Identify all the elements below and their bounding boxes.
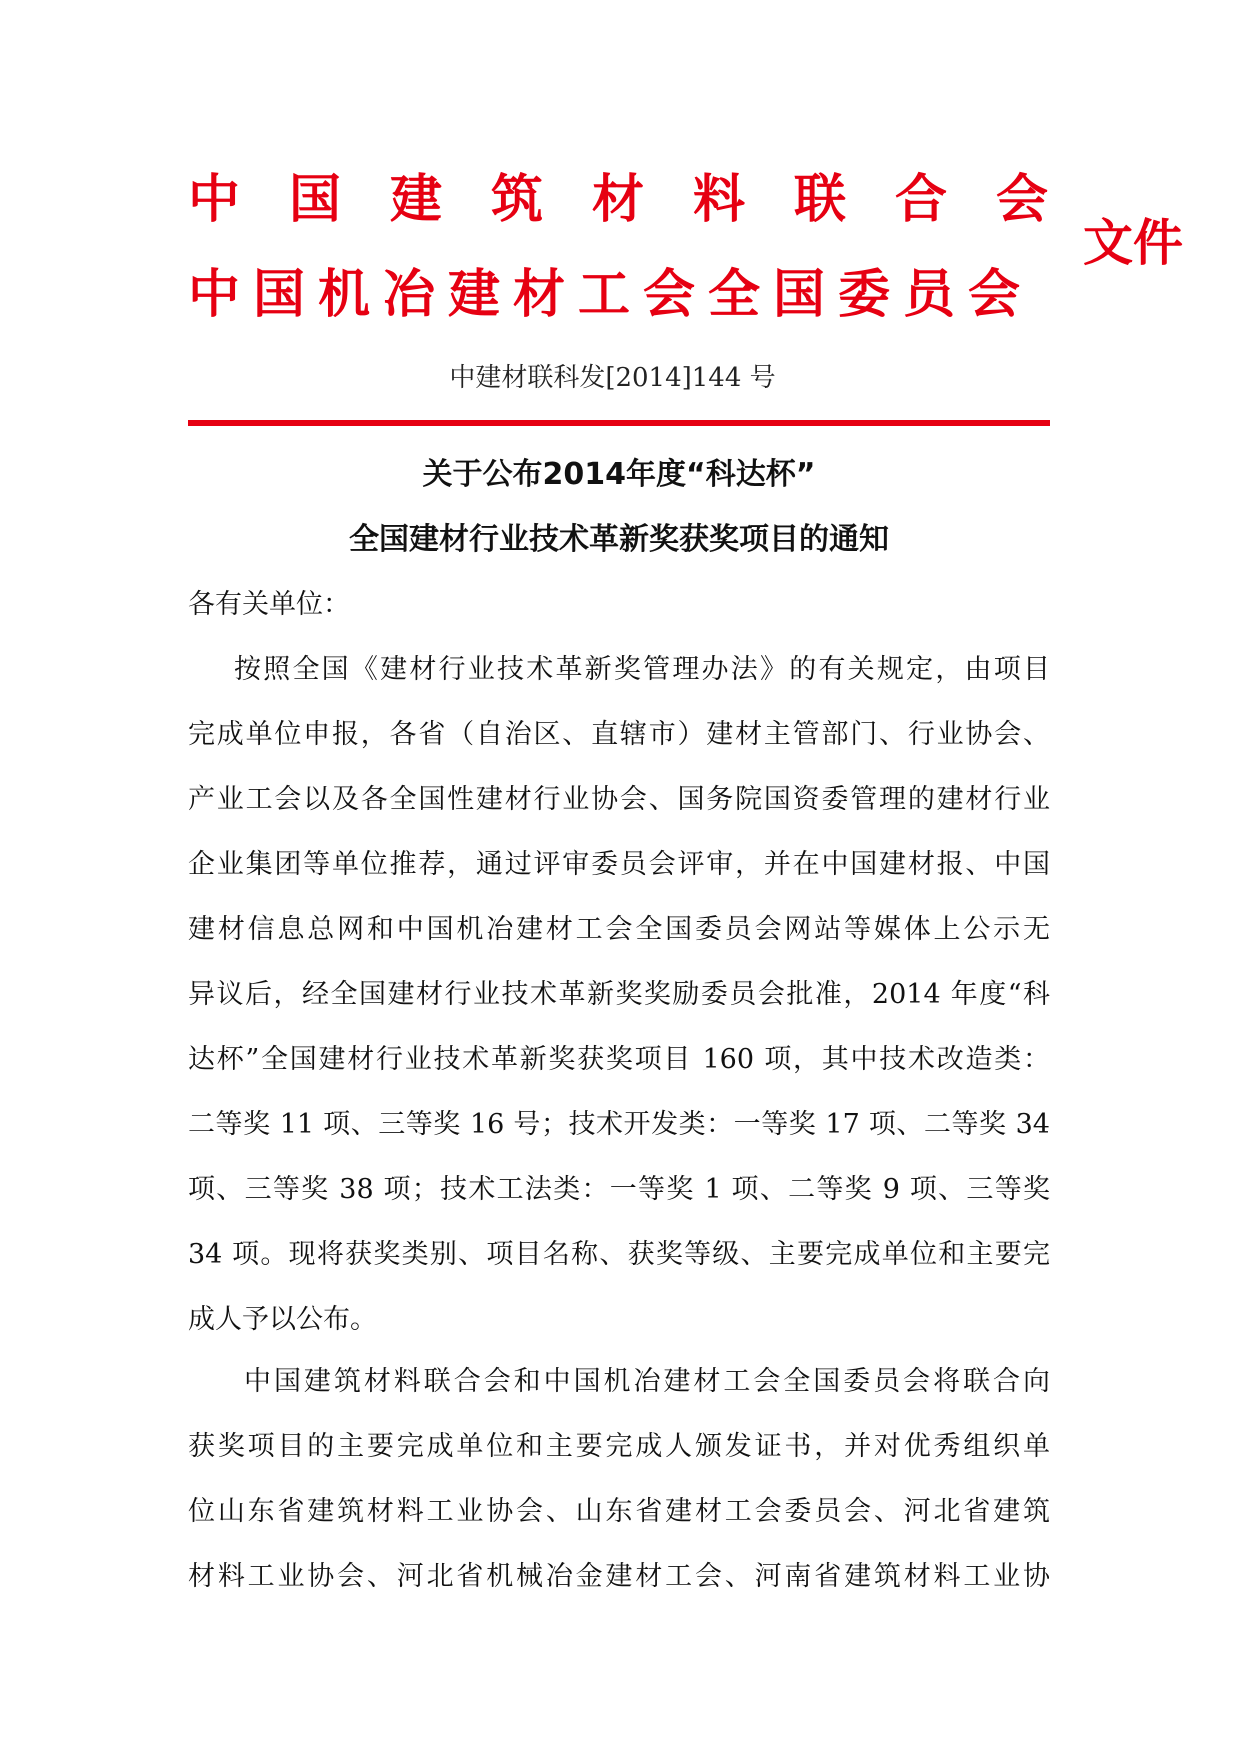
- paragraph-line: 完成单位申报，各省（自治区、直辖市）建材主管部门、行业协会、: [188, 719, 1050, 750]
- paragraph-line: 成人予以公布。: [188, 1304, 377, 1335]
- paragraph-line: 按照全国《建材行业技术革新奖管理办法》的有关规定，由项目: [234, 654, 1050, 685]
- paragraph-line: 34 项。现将获奖类别、项目名称、获奖等级、主要完成单位和主要完: [188, 1239, 1050, 1270]
- salutation: 各有关单位：: [188, 589, 350, 620]
- paragraph-line: 项、三等奖 38 项；技术工法类：一等奖 1 项、二等奖 9 项、三等奖: [188, 1174, 1050, 1205]
- doc-number: 中建材联科发[2014]144 号: [449, 363, 776, 393]
- header-divider: [188, 420, 1050, 426]
- paragraph-2: [188, 1362, 1050, 1622]
- doc-type-label: 文件: [1083, 214, 1183, 272]
- paragraph-line: 达杯”全国建材行业技术革新奖获奖项目 160 项，其中技术改造类：: [188, 1044, 1050, 1075]
- paragraph-line: 产业工会以及各全国性建材行业协会、国务院国资委管理的建材行业: [188, 784, 1050, 815]
- paragraph-line: 二等奖 11 项、三等奖 16 号；技术开发类：一等奖 17 项、二等奖 34: [188, 1109, 1050, 1140]
- paragraph-line: 异议后，经全国建材行业技术革新奖奖励委员会批准，2014 年度“科: [188, 979, 1050, 1010]
- paragraph-line: 材料工业协会、河北省机械冶金建材工会、河南省建筑材料工业协: [188, 1561, 1050, 1592]
- paragraph-line: 位山东省建筑材料工业协会、山东省建材工会委员会、河北省建筑: [188, 1496, 1050, 1527]
- paragraph-1: [188, 650, 1050, 1365]
- title-line-1: 关于公布2014年度“科达杯”: [422, 457, 816, 492]
- issuer-line-2: 中国机冶建材工会全国委员会: [188, 265, 1034, 325]
- paragraph-line: 企业集团等单位推荐，通过评审委员会评审，并在中国建材报、中国: [188, 849, 1050, 880]
- title-line-2: 全国建材行业技术革新奖获奖项目的通知: [349, 522, 889, 557]
- paragraph-line: 获奖项目的主要完成单位和主要完成人颁发证书，并对优秀组织单: [188, 1431, 1050, 1462]
- paragraph-line: 建材信息总网和中国机冶建材工会全国委员会网站等媒体上公示无: [188, 914, 1050, 945]
- paragraph-line: 中国建筑材料联合会和中国机冶建材工会全国委员会将联合向: [244, 1366, 1050, 1397]
- issuer-line-1: 中国建筑材料联合会: [188, 170, 1098, 230]
